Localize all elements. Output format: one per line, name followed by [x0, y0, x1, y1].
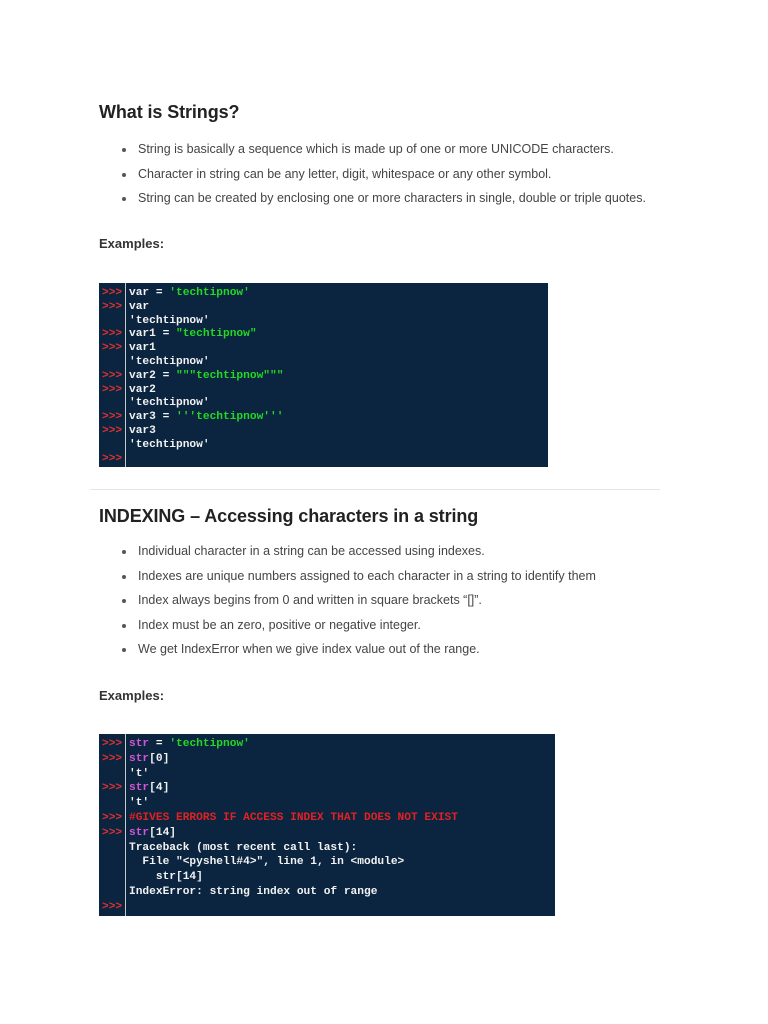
bullet-item: Index must be an zero, positive or negative integer. — [118, 613, 596, 638]
console-line — [99, 781, 555, 795]
bullet-item: We get IndexError when we give index value out of the range. — [118, 637, 596, 662]
console-text: File "<pyshell#4>", line 1, in <module> — [129, 856, 405, 869]
console-text: 'techtipnow' — [129, 397, 210, 410]
prompt-marker: >>> — [102, 738, 123, 750]
console-text: var3 = '''techtipnow''' — [129, 411, 284, 424]
console-text: var = 'techtipnow' — [129, 287, 250, 299]
console-line — [99, 885, 555, 899]
console-line — [99, 383, 548, 397]
console-text: 't' — [129, 797, 150, 810]
console-text: var2 = """techtipnow""" — [129, 369, 284, 382]
prompt-marker: >>> — [102, 328, 123, 341]
section-title-strings: What is Strings? — [99, 102, 240, 122]
console-line — [99, 341, 548, 355]
prompt-marker: >>> — [102, 411, 123, 424]
console-line — [99, 286, 548, 300]
prompt-marker: >>> — [102, 383, 123, 396]
console-line — [99, 452, 548, 466]
console-line — [99, 737, 555, 751]
prompt-marker: >>> — [102, 425, 123, 437]
console-line — [99, 752, 555, 766]
console-text: IndexError: string index out of range — [129, 886, 378, 898]
console-text: var3 — [129, 425, 156, 437]
console-line — [99, 355, 548, 369]
console-line — [99, 870, 555, 884]
console-text: var1 — [129, 342, 156, 355]
console-line — [99, 826, 555, 840]
section-divider — [90, 489, 660, 490]
section-title-indexing: INDEXING – Accessing characters in a string — [99, 506, 479, 526]
console-text: 'techtipnow' — [129, 356, 210, 368]
console-text: str[14] — [129, 826, 177, 839]
prompt-marker: >>> — [102, 452, 123, 465]
console-text: #GIVES ERRORS IF ACCESS INDEX THAT DOES NOT EXIST — [129, 812, 458, 824]
console-text: var — [129, 300, 150, 313]
console-text: 'techtipnow' — [129, 314, 210, 327]
bullet-item: Index always begins from 0 and written in square brackets “[]”. — [118, 588, 596, 613]
prompt-marker: >>> — [102, 812, 123, 824]
bullet-item: Character in string can be any letter, digit, whitespace or any other symbol. — [118, 162, 646, 187]
examples-label: Examples: — [99, 688, 165, 703]
bullet-item: String is basically a sequence which is made up of one or more UNICODE characters. — [118, 137, 646, 162]
console-line — [99, 855, 555, 869]
prompt-marker: >>> — [102, 300, 123, 313]
console-text: str[0] — [129, 752, 170, 765]
bullet-item: String can be created by enclosing one or more characters in single, double or triple quotes. — [118, 186, 646, 211]
prompt-marker: >>> — [102, 369, 123, 382]
console-text: str = 'techtipnow' — [129, 738, 250, 750]
console-line — [99, 767, 555, 781]
console-text: 'techtipnow' — [129, 438, 210, 451]
bullet-item: Individual character in a string can be accessed using indexes. — [118, 539, 596, 564]
console-line — [99, 796, 555, 810]
prompt-marker: >>> — [102, 752, 123, 765]
console-line — [99, 900, 555, 914]
console-text: var2 — [129, 383, 156, 396]
examples-label: Examples: — [99, 236, 165, 251]
console-line — [99, 327, 548, 341]
python-shell-screenshot-strings — [99, 283, 548, 467]
console-line — [99, 396, 548, 410]
console-text: Traceback (most recent call last): — [129, 841, 358, 854]
prompt-marker: >>> — [102, 287, 123, 299]
prompt-marker: >>> — [102, 900, 123, 913]
console-line — [99, 811, 555, 825]
prompt-marker: >>> — [102, 342, 123, 355]
prompt-marker: >>> — [102, 782, 123, 795]
console-text: str[14] — [129, 871, 203, 884]
bullet-item: Indexes are unique numbers assigned to each character in a string to identify them — [118, 564, 596, 589]
python-shell-screenshot-indexing — [99, 734, 555, 916]
console-text: var1 = "techtipnow" — [129, 328, 257, 341]
console-text: 't' — [129, 767, 150, 780]
console-line — [99, 438, 548, 452]
prompt-marker: >>> — [102, 826, 123, 839]
console-line — [99, 410, 548, 424]
console-line — [99, 424, 548, 438]
strings-bullet-list — [118, 137, 646, 211]
console-line — [99, 841, 555, 855]
console-line — [99, 300, 548, 314]
console-text: str[4] — [129, 782, 170, 795]
console-line — [99, 314, 548, 328]
console-line — [99, 369, 548, 383]
indexing-bullet-list — [118, 539, 596, 662]
